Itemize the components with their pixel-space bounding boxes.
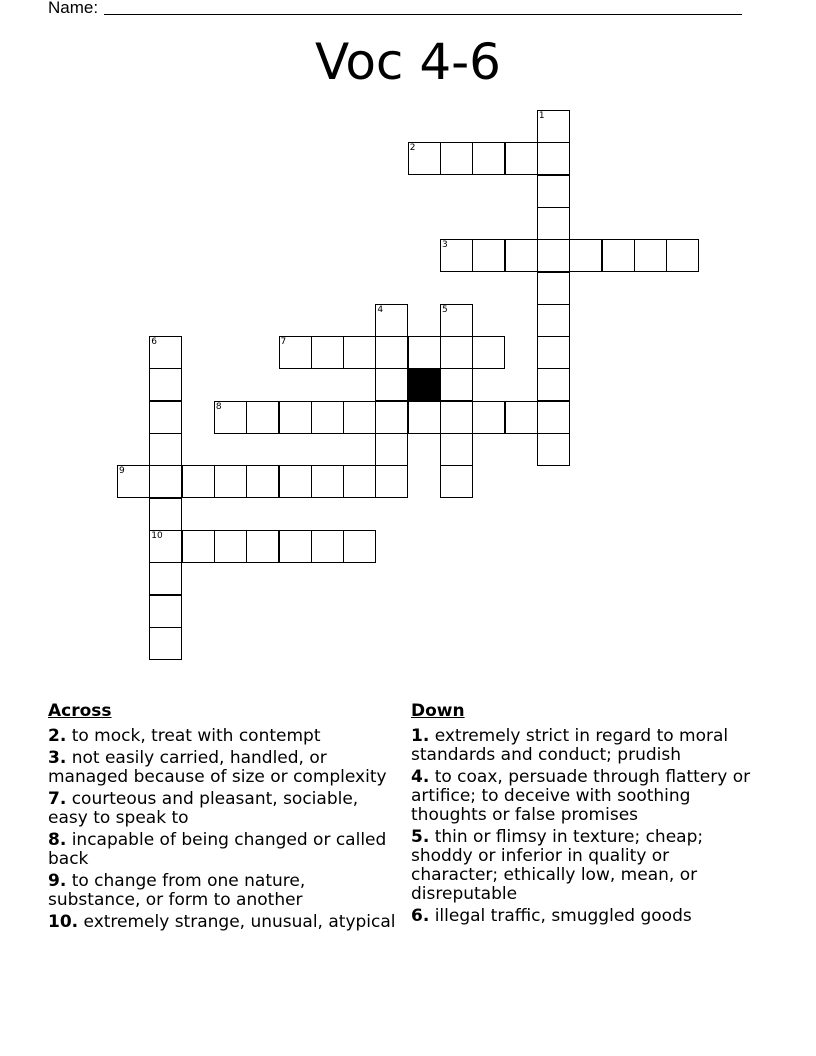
grid-cell[interactable]: [343, 465, 376, 498]
grid-number: 3: [442, 240, 448, 251]
grid-cell[interactable]: [472, 401, 505, 434]
grid-cell[interactable]: [634, 239, 667, 272]
across-clues: [48, 700, 398, 935]
across-clue-8: 8. incapable of being changed or called back: [48, 830, 387, 869]
grid-cell[interactable]: [375, 304, 408, 337]
grid-cell[interactable]: [537, 239, 570, 272]
grid-cell[interactable]: [440, 304, 473, 337]
grid-cell[interactable]: [149, 465, 182, 498]
grid-cell[interactable]: [343, 530, 376, 563]
grid-number: 8: [215, 401, 222, 412]
grid-cell[interactable]: [279, 530, 312, 563]
grid-cell[interactable]: [117, 465, 150, 498]
grid-number: 1: [538, 111, 545, 121]
grid-number: 2: [409, 143, 416, 154]
grid-cell[interactable]: [505, 142, 538, 175]
grid-cell[interactable]: [149, 530, 182, 563]
grid-cell[interactable]: [440, 433, 473, 466]
grid-cell[interactable]: [537, 207, 570, 240]
grid-cell[interactable]: [408, 401, 441, 434]
grid-cell[interactable]: [537, 433, 570, 466]
grid-cell[interactable]: [602, 239, 635, 272]
grid-number: 9: [119, 466, 125, 477]
grid-cell[interactable]: [149, 595, 182, 628]
grid-cell[interactable]: [375, 401, 408, 434]
grid-cell[interactable]: [537, 110, 570, 143]
grid-cell[interactable]: [279, 465, 312, 498]
black-square: [408, 368, 441, 401]
grid-cell[interactable]: [537, 368, 570, 401]
grid-cell[interactable]: [149, 401, 182, 434]
name-label: Name:: [48, 0, 99, 17]
grid-cell[interactable]: [537, 401, 570, 434]
grid-cell[interactable]: [149, 498, 182, 531]
grid-cell[interactable]: [440, 142, 473, 175]
grid-cell[interactable]: [440, 239, 473, 272]
grid-cell[interactable]: [505, 239, 538, 272]
grid-cell[interactable]: [666, 239, 699, 272]
grid-cell[interactable]: [214, 465, 247, 498]
grid-cell[interactable]: [182, 465, 215, 498]
across-clue-10: 10. extremely strange, unusual, atypical: [48, 912, 396, 932]
grid-cell[interactable]: [149, 562, 182, 595]
across-heading: Across: [48, 701, 112, 721]
grid-cell[interactable]: [311, 465, 344, 498]
grid-cell[interactable]: [375, 336, 408, 369]
grid-cell[interactable]: [149, 627, 182, 660]
grid-cell[interactable]: [537, 336, 570, 369]
grid-cell[interactable]: [311, 336, 344, 369]
across-clue-9: 9. to change from one nature, substance, or form to another: [48, 871, 306, 910]
grid-cell[interactable]: [246, 401, 279, 434]
grid-cell[interactable]: [472, 142, 505, 175]
grid-cell[interactable]: [343, 401, 376, 434]
grid-cell[interactable]: [440, 465, 473, 498]
grid-cell[interactable]: [537, 175, 570, 208]
grid-cell[interactable]: [472, 239, 505, 272]
grid-number: 7: [280, 337, 287, 348]
grid-cell[interactable]: [440, 336, 473, 369]
grid-cell[interactable]: [279, 401, 312, 434]
grid-cell[interactable]: [375, 433, 408, 466]
grid-number: 6: [151, 337, 158, 348]
grid-cell[interactable]: [214, 401, 247, 434]
grid-cell[interactable]: [537, 304, 570, 337]
grid-number: 5: [442, 304, 448, 315]
grid-cell[interactable]: [408, 142, 441, 175]
across-clue-2: 2. to mock, treat with contempt: [48, 726, 321, 746]
grid-cell[interactable]: [537, 272, 570, 305]
down-clues: [411, 700, 751, 929]
grid-cell[interactable]: [149, 433, 182, 466]
grid-number: 10: [151, 530, 163, 541]
grid-cell[interactable]: [440, 368, 473, 401]
grid-cell[interactable]: [375, 465, 408, 498]
grid-cell[interactable]: [343, 336, 376, 369]
grid-cell[interactable]: [214, 530, 247, 563]
across-clue-7: 7. courteous and pleasant, sociable, easy to speak to: [48, 789, 359, 828]
down-clue-5: 5. thin or flimsy in texture; cheap; shoddy or inferior in quality or character; ethically low, mean, or disreputable: [411, 827, 704, 904]
down-clue-6: 6. illegal traffic, smuggled goods: [411, 906, 692, 926]
grid-cell[interactable]: [149, 336, 182, 369]
grid-cell[interactable]: [472, 336, 505, 369]
grid-cell[interactable]: [569, 239, 602, 272]
grid-cell[interactable]: [149, 368, 182, 401]
down-clue-4: 4. to coax, persuade through flattery or artifice; to deceive with soothing thoughts or false promises: [411, 767, 751, 825]
grid-cell[interactable]: [537, 142, 570, 175]
grid-cell[interactable]: [246, 465, 279, 498]
grid-cell[interactable]: [246, 530, 279, 563]
grid-cell[interactable]: [279, 336, 312, 369]
grid-number: 4: [377, 304, 384, 315]
grid-cell[interactable]: [311, 530, 344, 563]
grid-cell[interactable]: [440, 401, 473, 434]
down-heading: Down: [411, 701, 465, 721]
page-title: Voc 4-6: [315, 33, 501, 91]
grid-cell[interactable]: [311, 401, 344, 434]
down-clue-1: 1. extremely strict in regard to moral standards and conduct; prudish: [411, 726, 729, 765]
grid-cell[interactable]: [505, 401, 538, 434]
grid-cell[interactable]: [408, 336, 441, 369]
across-clue-3: 3. not easily carried, handled, or managed because of size or complexity: [48, 748, 387, 787]
grid-cell[interactable]: [182, 530, 215, 563]
grid-cell[interactable]: [375, 368, 408, 401]
